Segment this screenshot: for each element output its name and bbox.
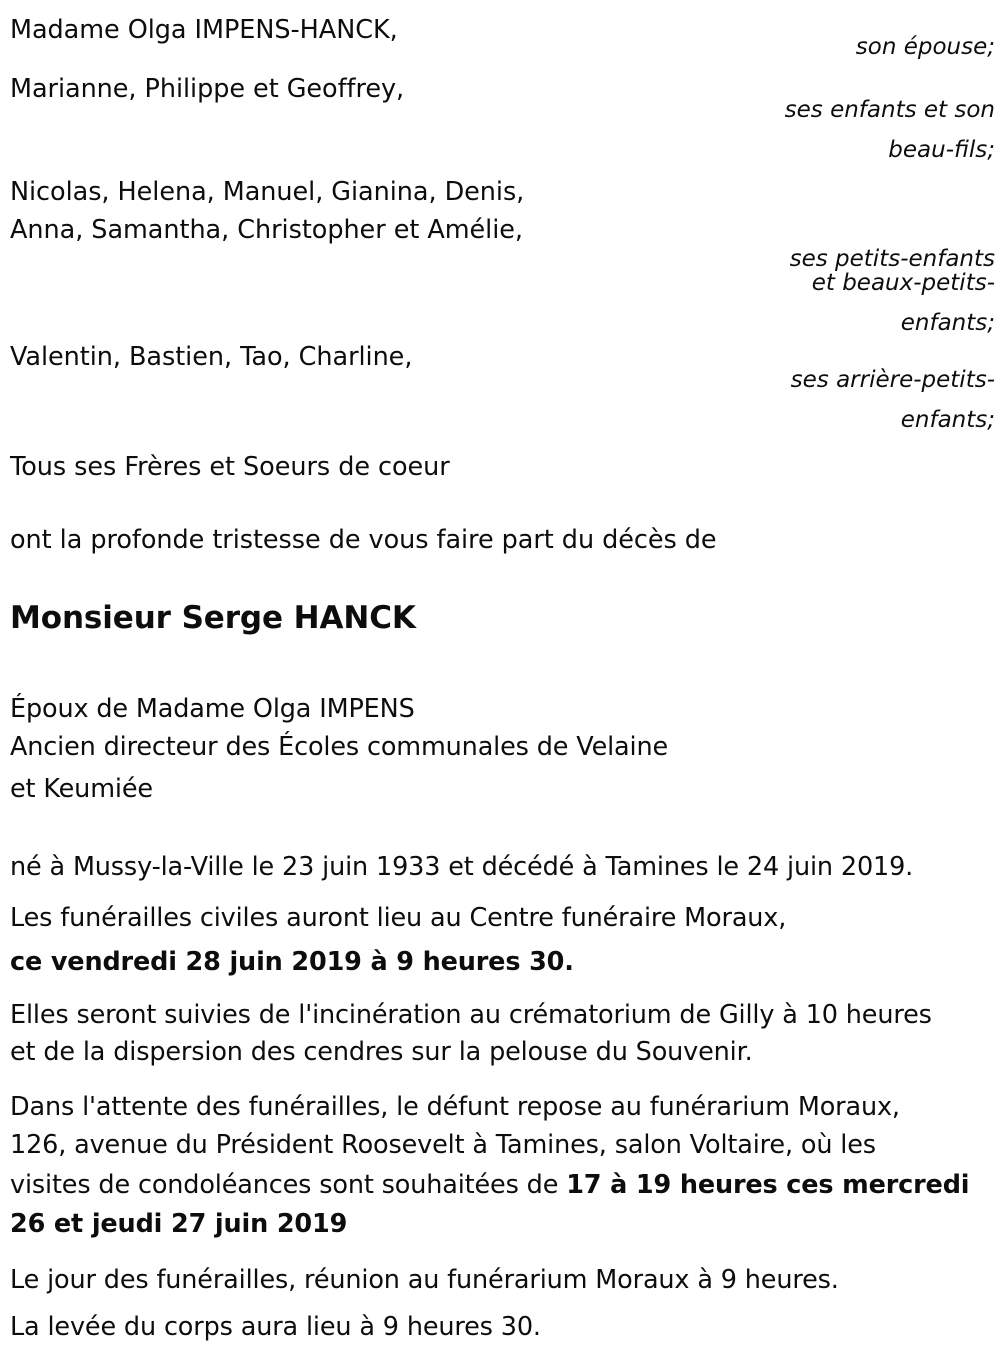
visitation-days-bold: 26 et jeudi 27 juin 2019 <box>10 1209 348 1239</box>
birth-death-line: né à Mussy-la-Ville le 23 juin 1933 et décédé à Tamines le 24 juin 2019. <box>10 852 914 882</box>
family-siblings-line: Tous ses Frères et Soeurs de coeur <box>10 452 450 482</box>
family-relation-grandchildren-line-1: ses petits-enfants <box>789 246 995 272</box>
visitation-line-2: 126, avenue du Président Roosevelt à Tamines, salon Voltaire, où les <box>10 1130 876 1160</box>
funeral-ceremony-datetime: ce vendredi 28 juin 2019 à 9 heures 30. <box>10 947 574 977</box>
family-names-grandchildren-line-2: Anna, Samantha, Christopher et Amélie, <box>10 215 523 245</box>
family-relation-great-grandchildren-line-1: ses arrière-petits- <box>790 367 995 393</box>
announcement-intro: ont la profonde tristesse de vous faire part du décès de <box>10 525 717 555</box>
closing-line-2: La levée du corps aura lieu à 9 heures 30. <box>10 1312 541 1342</box>
visitation-hours-bold: 17 à 19 heures ces mercredi <box>566 1170 970 1200</box>
family-relation-spouse: son épouse; <box>855 34 995 60</box>
family-relation-grandchildren-line-3: enfants; <box>900 310 995 336</box>
family-names-children: Marianne, Philippe et Geoffrey, <box>10 74 405 104</box>
visitation-line-1: Dans l'attente des funérailles, le défunt repose au funérarium Moraux, <box>10 1092 900 1122</box>
visitation-line-3 <box>10 1170 970 1200</box>
family-names-spouse: Madame Olga IMPENS-HANCK, <box>10 15 398 45</box>
funeral-cremation-line-1: Elles seront suivies de l'incinération au crématorium de Gilly à 10 heures <box>10 1000 932 1030</box>
family-names-great-grandchildren: Valentin, Bastien, Tao, Charline, <box>10 342 413 372</box>
biography-occupation-line-1: Ancien directeur des Écoles communales de Velaine <box>10 732 669 762</box>
funeral-ceremony-intro: Les funérailles civiles auront lieu au Centre funéraire Moraux, <box>10 903 787 933</box>
family-relation-children-line-1: ses enfants et son <box>784 97 995 123</box>
deceased-name: Monsieur Serge HANCK <box>10 600 416 636</box>
funeral-cremation-line-2: et de la dispersion des cendres sur la pelouse du Souvenir. <box>10 1037 753 1067</box>
family-names-grandchildren-line-1: Nicolas, Helena, Manuel, Gianina, Denis, <box>10 177 525 207</box>
family-relation-children-line-2: beau-fils; <box>888 137 995 163</box>
family-relation-great-grandchildren-line-2: enfants; <box>900 407 995 433</box>
biography-spouse-line: Époux de Madame Olga IMPENS <box>10 694 415 724</box>
biography-occupation-line-2: et Keumiée <box>10 774 153 804</box>
family-relation-grandchildren-line-2: et beaux-petits- <box>811 270 995 296</box>
visitation-line-3-text: visites de condoléances sont souhaitées de <box>10 1170 567 1200</box>
closing-line-1: Le jour des funérailles, réunion au funérarium Moraux à 9 heures. <box>10 1265 839 1295</box>
